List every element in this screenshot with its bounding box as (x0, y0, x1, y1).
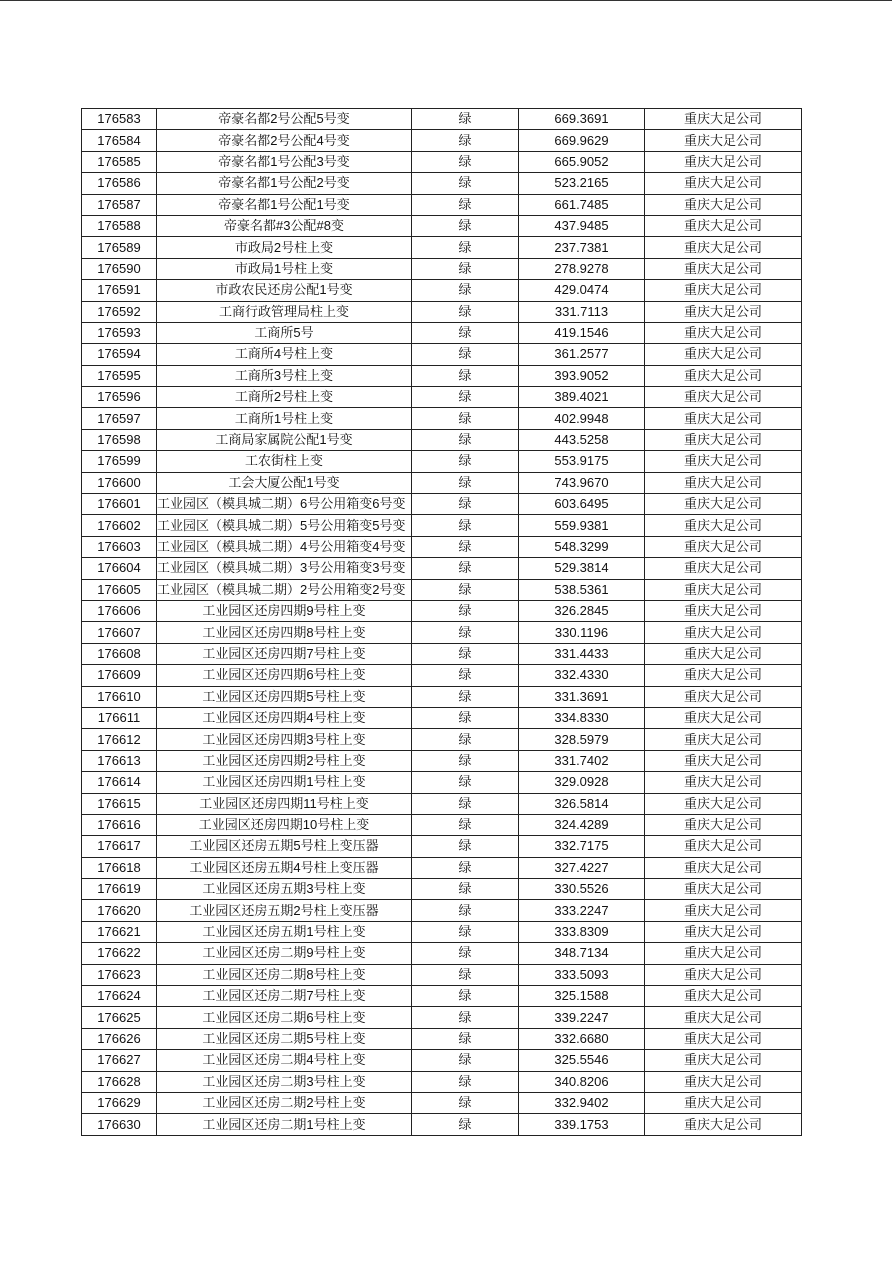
table-row (82, 387, 802, 408)
value-cell: 339.1753 (519, 1114, 645, 1135)
data-table (81, 108, 802, 1136)
value-cell: 402.9948 (519, 408, 645, 429)
row-id-cell: 176626 (82, 1028, 157, 1049)
table-row (82, 686, 802, 707)
row-id-cell: 176623 (82, 964, 157, 985)
value-cell: 327.4227 (519, 857, 645, 878)
table-row (82, 1114, 802, 1135)
company-cell: 重庆大足公司 (645, 622, 802, 643)
name-cell: 帝豪名都2号公配4号变 (157, 130, 412, 151)
company-cell: 重庆大足公司 (645, 1071, 802, 1092)
value-cell: 538.5361 (519, 579, 645, 600)
status-cell: 绿 (412, 151, 519, 172)
company-cell: 重庆大足公司 (645, 322, 802, 343)
value-cell: 278.9278 (519, 258, 645, 279)
status-cell: 绿 (412, 258, 519, 279)
status-cell: 绿 (412, 900, 519, 921)
status-cell: 绿 (412, 686, 519, 707)
value-cell: 361.2577 (519, 344, 645, 365)
company-cell: 重庆大足公司 (645, 387, 802, 408)
row-id-cell: 176618 (82, 857, 157, 878)
table-row (82, 836, 802, 857)
table-row (82, 665, 802, 686)
table-row (82, 729, 802, 750)
name-cell: 工业园区还房二期5号柱上变 (157, 1028, 412, 1049)
name-cell: 工业园区还房二期4号柱上变 (157, 1050, 412, 1071)
table-row (82, 986, 802, 1007)
name-cell: 工商所4号柱上变 (157, 344, 412, 365)
name-cell: 工业园区还房四期8号柱上变 (157, 622, 412, 643)
status-cell: 绿 (412, 536, 519, 557)
value-cell: 429.0474 (519, 280, 645, 301)
row-id-cell: 176592 (82, 301, 157, 322)
row-id-cell: 176595 (82, 365, 157, 386)
name-cell: 工业园区还房四期7号柱上变 (157, 643, 412, 664)
value-cell: 389.4021 (519, 387, 645, 408)
value-cell: 559.9381 (519, 515, 645, 536)
name-cell: 工业园区还房二期3号柱上变 (157, 1071, 412, 1092)
row-id-cell: 176610 (82, 686, 157, 707)
value-cell: 325.5546 (519, 1050, 645, 1071)
table-row (82, 173, 802, 194)
status-cell: 绿 (412, 1114, 519, 1135)
status-cell: 绿 (412, 1007, 519, 1028)
value-cell: 443.5258 (519, 429, 645, 450)
value-cell: 329.0928 (519, 772, 645, 793)
name-cell: 帝豪名都2号公配5号变 (157, 109, 412, 130)
table-row (82, 515, 802, 536)
company-cell: 重庆大足公司 (645, 964, 802, 985)
row-id-cell: 176629 (82, 1092, 157, 1113)
company-cell: 重庆大足公司 (645, 579, 802, 600)
company-cell: 重庆大足公司 (645, 1050, 802, 1071)
company-cell: 重庆大足公司 (645, 558, 802, 579)
table-body (82, 109, 802, 1136)
company-cell: 重庆大足公司 (645, 194, 802, 215)
company-cell: 重庆大足公司 (645, 301, 802, 322)
row-id-cell: 176596 (82, 387, 157, 408)
status-cell: 绿 (412, 558, 519, 579)
status-cell: 绿 (412, 387, 519, 408)
name-cell: 帝豪名都1号公配2号变 (157, 173, 412, 194)
value-cell: 331.4433 (519, 643, 645, 664)
name-cell: 工业园区还房四期2号柱上变 (157, 750, 412, 771)
row-id-cell: 176628 (82, 1071, 157, 1092)
name-cell: 工业园区（模具城二期）6号公用箱变6号变 (157, 494, 412, 515)
row-id-cell: 176615 (82, 793, 157, 814)
status-cell: 绿 (412, 280, 519, 301)
status-cell: 绿 (412, 1071, 519, 1092)
value-cell: 665.9052 (519, 151, 645, 172)
table-row (82, 151, 802, 172)
row-id-cell: 176584 (82, 130, 157, 151)
company-cell: 重庆大足公司 (645, 665, 802, 686)
row-id-cell: 176583 (82, 109, 157, 130)
status-cell: 绿 (412, 964, 519, 985)
status-cell: 绿 (412, 215, 519, 236)
value-cell: 332.9402 (519, 1092, 645, 1113)
table-row (82, 1007, 802, 1028)
row-id-cell: 176607 (82, 622, 157, 643)
value-cell: 669.3691 (519, 109, 645, 130)
table-row (82, 365, 802, 386)
company-cell: 重庆大足公司 (645, 879, 802, 900)
row-id-cell: 176586 (82, 173, 157, 194)
company-cell: 重庆大足公司 (645, 429, 802, 450)
value-cell: 437.9485 (519, 215, 645, 236)
name-cell: 工业园区还房二期1号柱上变 (157, 1114, 412, 1135)
status-cell: 绿 (412, 943, 519, 964)
value-cell: 669.9629 (519, 130, 645, 151)
row-id-cell: 176594 (82, 344, 157, 365)
name-cell: 市政局1号柱上变 (157, 258, 412, 279)
status-cell: 绿 (412, 194, 519, 215)
status-cell: 绿 (412, 1028, 519, 1049)
name-cell: 工业园区还房二期9号柱上变 (157, 943, 412, 964)
name-cell: 工商所1号柱上变 (157, 408, 412, 429)
table-row (82, 943, 802, 964)
row-id-cell: 176620 (82, 900, 157, 921)
company-cell: 重庆大足公司 (645, 151, 802, 172)
value-cell: 529.3814 (519, 558, 645, 579)
table-row (82, 964, 802, 985)
name-cell: 工业园区还房四期10号柱上变 (157, 814, 412, 835)
row-id-cell: 176588 (82, 215, 157, 236)
status-cell: 绿 (412, 451, 519, 472)
status-cell: 绿 (412, 472, 519, 493)
status-cell: 绿 (412, 109, 519, 130)
name-cell: 帝豪名都#3公配#8变 (157, 215, 412, 236)
name-cell: 工农街柱上变 (157, 451, 412, 472)
row-id-cell: 176591 (82, 280, 157, 301)
name-cell: 工业园区还房二期8号柱上变 (157, 964, 412, 985)
table-row (82, 793, 802, 814)
company-cell: 重庆大足公司 (645, 173, 802, 194)
status-cell: 绿 (412, 494, 519, 515)
row-id-cell: 176598 (82, 429, 157, 450)
company-cell: 重庆大足公司 (645, 365, 802, 386)
row-id-cell: 176616 (82, 814, 157, 835)
company-cell: 重庆大足公司 (645, 536, 802, 557)
table-row (82, 1092, 802, 1113)
company-cell: 重庆大足公司 (645, 707, 802, 728)
name-cell: 帝豪名都1号公配3号变 (157, 151, 412, 172)
status-cell: 绿 (412, 365, 519, 386)
company-cell: 重庆大足公司 (645, 986, 802, 1007)
table-row (82, 215, 802, 236)
table-row (82, 857, 802, 878)
table-row (82, 772, 802, 793)
name-cell: 工商所5号 (157, 322, 412, 343)
status-cell: 绿 (412, 322, 519, 343)
name-cell: 市政局2号柱上变 (157, 237, 412, 258)
status-cell: 绿 (412, 879, 519, 900)
status-cell: 绿 (412, 750, 519, 771)
table-row (82, 130, 802, 151)
status-cell: 绿 (412, 707, 519, 728)
row-id-cell: 176585 (82, 151, 157, 172)
table-row (82, 237, 802, 258)
company-cell: 重庆大足公司 (645, 772, 802, 793)
value-cell: 553.9175 (519, 451, 645, 472)
table-row (82, 280, 802, 301)
company-cell: 重庆大足公司 (645, 344, 802, 365)
value-cell: 332.6680 (519, 1028, 645, 1049)
value-cell: 332.4330 (519, 665, 645, 686)
status-cell: 绿 (412, 772, 519, 793)
name-cell: 工业园区（模具城二期）3号公用箱变3号变 (157, 558, 412, 579)
company-cell: 重庆大足公司 (645, 857, 802, 878)
table-row (82, 707, 802, 728)
row-id-cell: 176601 (82, 494, 157, 515)
name-cell: 工业园区（模具城二期）5号公用箱变5号变 (157, 515, 412, 536)
table-row (82, 258, 802, 279)
company-cell: 重庆大足公司 (645, 451, 802, 472)
name-cell: 工业园区还房四期1号柱上变 (157, 772, 412, 793)
row-id-cell: 176606 (82, 600, 157, 621)
name-cell: 市政农民还房公配1号变 (157, 280, 412, 301)
company-cell: 重庆大足公司 (645, 600, 802, 621)
row-id-cell: 176590 (82, 258, 157, 279)
name-cell: 工业园区还房二期7号柱上变 (157, 986, 412, 1007)
table-row (82, 879, 802, 900)
table-row (82, 921, 802, 942)
company-cell: 重庆大足公司 (645, 686, 802, 707)
company-cell: 重庆大足公司 (645, 1114, 802, 1135)
name-cell: 工业园区（模具城二期）4号公用箱变4号变 (157, 536, 412, 557)
company-cell: 重庆大足公司 (645, 836, 802, 857)
table-row (82, 301, 802, 322)
company-cell: 重庆大足公司 (645, 1092, 802, 1113)
row-id-cell: 176614 (82, 772, 157, 793)
row-id-cell: 176617 (82, 836, 157, 857)
row-id-cell: 176612 (82, 729, 157, 750)
name-cell: 工业园区还房五期1号柱上变 (157, 921, 412, 942)
row-id-cell: 176587 (82, 194, 157, 215)
row-id-cell: 176593 (82, 322, 157, 343)
name-cell: 工商所2号柱上变 (157, 387, 412, 408)
value-cell: 333.8309 (519, 921, 645, 942)
value-cell: 331.7113 (519, 301, 645, 322)
value-cell: 661.7485 (519, 194, 645, 215)
company-cell: 重庆大足公司 (645, 793, 802, 814)
table-row (82, 109, 802, 130)
table-row (82, 579, 802, 600)
company-cell: 重庆大足公司 (645, 1028, 802, 1049)
table-row (82, 344, 802, 365)
status-cell: 绿 (412, 515, 519, 536)
row-id-cell: 176604 (82, 558, 157, 579)
row-id-cell: 176602 (82, 515, 157, 536)
status-cell: 绿 (412, 814, 519, 835)
company-cell: 重庆大足公司 (645, 130, 802, 151)
company-cell: 重庆大足公司 (645, 814, 802, 835)
status-cell: 绿 (412, 301, 519, 322)
value-cell: 326.5814 (519, 793, 645, 814)
company-cell: 重庆大足公司 (645, 750, 802, 771)
value-cell: 333.2247 (519, 900, 645, 921)
status-cell: 绿 (412, 130, 519, 151)
row-id-cell: 176627 (82, 1050, 157, 1071)
company-cell: 重庆大足公司 (645, 280, 802, 301)
name-cell: 工业园区还房四期5号柱上变 (157, 686, 412, 707)
row-id-cell: 176619 (82, 879, 157, 900)
table-row (82, 750, 802, 771)
value-cell: 419.1546 (519, 322, 645, 343)
row-id-cell: 176600 (82, 472, 157, 493)
table-row (82, 1028, 802, 1049)
status-cell: 绿 (412, 622, 519, 643)
table-row (82, 322, 802, 343)
name-cell: 工业园区还房二期2号柱上变 (157, 1092, 412, 1113)
value-cell: 325.1588 (519, 986, 645, 1007)
value-cell: 237.7381 (519, 237, 645, 258)
row-id-cell: 176597 (82, 408, 157, 429)
value-cell: 331.3691 (519, 686, 645, 707)
name-cell: 工业园区还房四期9号柱上变 (157, 600, 412, 621)
status-cell: 绿 (412, 344, 519, 365)
company-cell: 重庆大足公司 (645, 921, 802, 942)
value-cell: 339.2247 (519, 1007, 645, 1028)
row-id-cell: 176624 (82, 986, 157, 1007)
status-cell: 绿 (412, 986, 519, 1007)
company-cell: 重庆大足公司 (645, 729, 802, 750)
company-cell: 重庆大足公司 (645, 237, 802, 258)
table-row (82, 451, 802, 472)
company-cell: 重庆大足公司 (645, 643, 802, 664)
name-cell: 工业园区（模具城二期）2号公用箱变2号变 (157, 579, 412, 600)
value-cell: 331.7402 (519, 750, 645, 771)
status-cell: 绿 (412, 836, 519, 857)
value-cell: 348.7134 (519, 943, 645, 964)
table-row (82, 429, 802, 450)
company-cell: 重庆大足公司 (645, 258, 802, 279)
status-cell: 绿 (412, 793, 519, 814)
row-id-cell: 176613 (82, 750, 157, 771)
company-cell: 重庆大足公司 (645, 109, 802, 130)
name-cell: 工商所3号柱上变 (157, 365, 412, 386)
name-cell: 工商局家属院公配1号变 (157, 429, 412, 450)
value-cell: 523.2165 (519, 173, 645, 194)
value-cell: 332.7175 (519, 836, 645, 857)
status-cell: 绿 (412, 729, 519, 750)
value-cell: 603.6495 (519, 494, 645, 515)
row-id-cell: 176630 (82, 1114, 157, 1135)
name-cell: 工业园区还房四期4号柱上变 (157, 707, 412, 728)
name-cell: 工业园区还房四期6号柱上变 (157, 665, 412, 686)
table-row (82, 900, 802, 921)
value-cell: 324.4289 (519, 814, 645, 835)
name-cell: 帝豪名都1号公配1号变 (157, 194, 412, 215)
value-cell: 340.8206 (519, 1071, 645, 1092)
row-id-cell: 176605 (82, 579, 157, 600)
row-id-cell: 176589 (82, 237, 157, 258)
table-row (82, 1071, 802, 1092)
status-cell: 绿 (412, 921, 519, 942)
name-cell: 工会大厦公配1号变 (157, 472, 412, 493)
status-cell: 绿 (412, 579, 519, 600)
row-id-cell: 176609 (82, 665, 157, 686)
company-cell: 重庆大足公司 (645, 494, 802, 515)
company-cell: 重庆大足公司 (645, 943, 802, 964)
name-cell: 工业园区还房二期6号柱上变 (157, 1007, 412, 1028)
table-row (82, 600, 802, 621)
table-row (82, 494, 802, 515)
company-cell: 重庆大足公司 (645, 472, 802, 493)
table-row (82, 1050, 802, 1071)
name-cell: 工业园区还房五期4号柱上变压器 (157, 857, 412, 878)
value-cell: 330.1196 (519, 622, 645, 643)
status-cell: 绿 (412, 1092, 519, 1113)
status-cell: 绿 (412, 643, 519, 664)
table-row (82, 536, 802, 557)
value-cell: 548.3299 (519, 536, 645, 557)
table-row (82, 472, 802, 493)
status-cell: 绿 (412, 408, 519, 429)
name-cell: 工业园区还房五期2号柱上变压器 (157, 900, 412, 921)
status-cell: 绿 (412, 429, 519, 450)
company-cell: 重庆大足公司 (645, 900, 802, 921)
name-cell: 工商行政管理局柱上变 (157, 301, 412, 322)
value-cell: 393.9052 (519, 365, 645, 386)
table-row (82, 408, 802, 429)
value-cell: 743.9670 (519, 472, 645, 493)
row-id-cell: 176599 (82, 451, 157, 472)
table-row (82, 622, 802, 643)
status-cell: 绿 (412, 857, 519, 878)
row-id-cell: 176603 (82, 536, 157, 557)
company-cell: 重庆大足公司 (645, 408, 802, 429)
table-row (82, 194, 802, 215)
company-cell: 重庆大足公司 (645, 515, 802, 536)
row-id-cell: 176622 (82, 943, 157, 964)
name-cell: 工业园区还房五期5号柱上变压器 (157, 836, 412, 857)
row-id-cell: 176611 (82, 707, 157, 728)
status-cell: 绿 (412, 173, 519, 194)
status-cell: 绿 (412, 600, 519, 621)
row-id-cell: 176621 (82, 921, 157, 942)
status-cell: 绿 (412, 237, 519, 258)
table-row (82, 643, 802, 664)
table-row (82, 558, 802, 579)
company-cell: 重庆大足公司 (645, 215, 802, 236)
name-cell: 工业园区还房四期3号柱上变 (157, 729, 412, 750)
value-cell: 326.2845 (519, 600, 645, 621)
company-cell: 重庆大足公司 (645, 1007, 802, 1028)
row-id-cell: 176608 (82, 643, 157, 664)
row-id-cell: 176625 (82, 1007, 157, 1028)
name-cell: 工业园区还房四期11号柱上变 (157, 793, 412, 814)
name-cell: 工业园区还房五期3号柱上变 (157, 879, 412, 900)
value-cell: 330.5526 (519, 879, 645, 900)
value-cell: 334.8330 (519, 707, 645, 728)
value-cell: 328.5979 (519, 729, 645, 750)
status-cell: 绿 (412, 1050, 519, 1071)
table-row (82, 814, 802, 835)
page-top-border (0, 0, 892, 1)
status-cell: 绿 (412, 665, 519, 686)
value-cell: 333.5093 (519, 964, 645, 985)
